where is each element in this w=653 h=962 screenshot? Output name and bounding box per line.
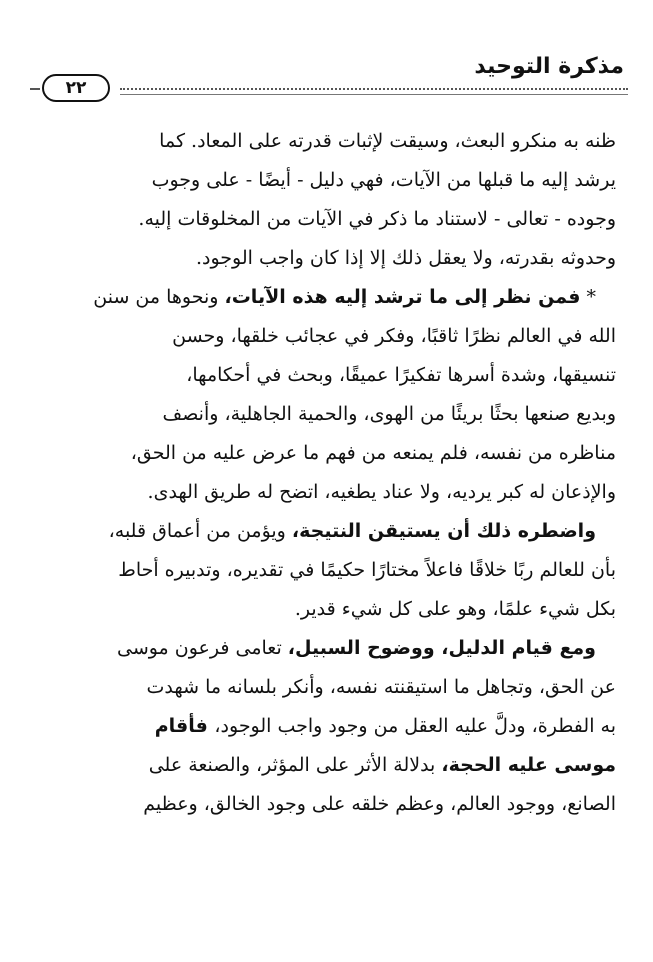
text-line-18: الصانع، ووجود العالم، وعظم خلقه على وجود الخالق، وعظيم [143,793,616,815]
text-line-10: والإذعان له كبر يرديه، ولا عناد يطغيه، اتضح له طريق الهدى. [147,481,616,503]
text-line-11: واضطره ذلك أن يستيقن النتيجة، ويؤمن من أعماق قلبه، [108,520,596,542]
text-line-7: تنسيقها، وشدة أسرها تفكيرًا عميقًا، وبحث في أحكامها، [186,364,616,386]
bold-phrase: ومع قيام الدليل، ووضوح السبيل، [287,637,596,659]
text-line-17: موسى عليه الحجة، بدلالة الأثر على المؤثر، والصنعة على [148,754,616,776]
page-number-badge: ٢٢ [42,74,110,102]
text-line-13: بكل شيء علمًا، وهو على كل شيء قدير. [294,598,616,620]
text-line-14: ومع قيام الدليل، ووضوح السبيل، تعامى فرعون موسى [116,637,596,659]
text-line-6: الله في العالم نظرًا ثاقبًا، وفكر في عجائب خلقها، وحسن [172,325,616,347]
text-line-2: يرشد إليه ما قبلها من الآيات، فهي دليل - أيضًا - على وجوب [151,169,616,191]
text-line-12: بأن للعالم ربًا خلاقًا فاعلاً مختارًا حكيمًا في تقديره، وتدبيره أحاط [118,559,616,581]
bold-phrase: موسى عليه الحجة، [441,754,616,776]
text-line-16: به الفطرة، ودلَّ عليه العقل من وجود واجب الوجود، فأقام [154,715,616,737]
bold-phrase: فمن نظر إلى ما ترشد إليه هذه الآيات، [224,286,581,308]
text-line-9: مناظره من نفسه، فلم يمنعه من فهم ما عرض عليه من الحق، [130,442,616,464]
text-line-15: عن الحق، وتجاهل ما استيقنته نفسه، وأنكر بلسانه ما شهدت [146,676,616,698]
text-line-3: وجوده - تعالى - لاستناد ما ذكر في الآيات من المخلوقات إليه. [138,208,616,230]
running-title: مذكرة التوحيد [474,54,624,79]
header-rule-dotted [120,88,628,90]
text-line-4: وحدوثه بقدرته، ولا يعقل ذلك إلا إذا كان واجب الوجود. [195,247,616,269]
text-line-8: وبديع صنعها بحثًا بريئًا من الهوى، والحمية الجاهلية، وأنصف [162,403,616,425]
body-text [36,122,616,824]
bold-phrase: فأقام [154,715,215,737]
header-rule-left [30,88,40,90]
page-header [30,48,628,108]
bold-phrase: واضطره ذلك أن يستيقن النتيجة، [291,520,596,542]
text-line-5: * فمن نظر إلى ما ترشد إليه هذه الآيات، ونحوها من سنن [93,286,596,308]
star-bullet: * [586,286,596,308]
header-rule-thin [120,94,628,95]
text-line-1: ظنه به منكرو البعث، وسيقت لإثبات قدرته على المعاد. كما [159,130,616,152]
